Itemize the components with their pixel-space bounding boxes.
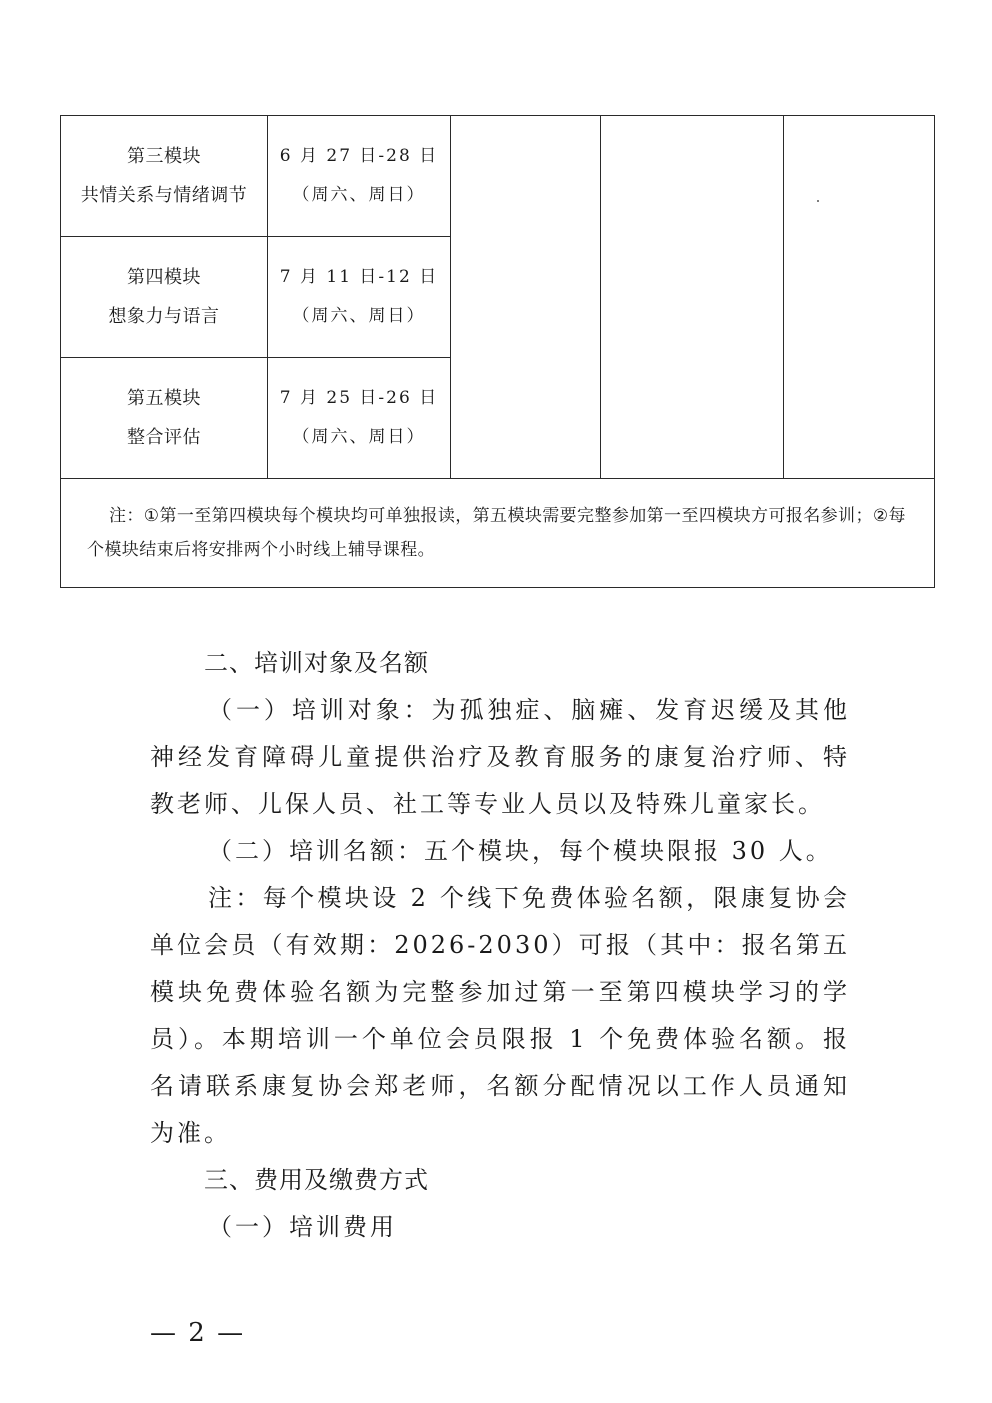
date-cell xyxy=(268,237,451,358)
empty-cell xyxy=(601,116,784,479)
section3-heading: 三、费用及缴费方式 xyxy=(204,1166,429,1194)
module-name: 第四模块 xyxy=(127,267,201,288)
training-target-paragraph: （一）培训对象：为孤独症、脑瘫、发育迟缓及其他神经发育障碍儿童提供治疗及教育服务的康复治疗师、特教老师、儿保人员、社工等专业人员以及特殊儿童家长。 xyxy=(150,696,850,818)
module-cell xyxy=(61,237,268,358)
page-number: — 2 — xyxy=(150,1318,246,1348)
date-cell xyxy=(268,358,451,479)
table-note-row xyxy=(61,479,935,588)
quota-note-paragraph: 注：每个模块设 2 个线下免费体验名额，限康复协会单位会员（有效期：2026-2030）可报（其中：报名第五模块免费体验名额为完整参加过第一至第四模块学习的学员）。本期培训一个单位会员限报 1 个免费体验名额。报名请联系康复协会郑老师，名额分配情况以工作人员通知为准。 xyxy=(150,884,850,1147)
scan-speck xyxy=(817,200,819,202)
module-date: 7 月 11 日-12 日 xyxy=(279,267,439,287)
module-days: （周六、周日） xyxy=(292,306,426,326)
module-topic: 想象力与语言 xyxy=(108,306,220,327)
table-note-cell xyxy=(61,479,935,588)
document-body xyxy=(150,640,850,1251)
empty-cell xyxy=(451,116,601,479)
module-name: 第五模块 xyxy=(127,388,201,409)
module-cell xyxy=(61,116,268,237)
module-days: （周六、周日） xyxy=(292,427,426,447)
table-row xyxy=(61,116,935,237)
module-topic: 共情关系与情绪调节 xyxy=(80,185,248,206)
module-topic: 整合评估 xyxy=(127,427,201,448)
module-cell xyxy=(61,358,268,479)
section2-heading: 二、培训对象及名额 xyxy=(204,649,429,677)
module-date: 7 月 25 日-26 日 xyxy=(279,388,439,408)
table-note: 注：①第一至第四模块每个模块均可单独报读，第五模块需要完整参加第一至四模块方可报名参训；②每个模块结束后将安排两个小时线上辅导课程。 xyxy=(87,506,906,560)
training-quota-paragraph: （二）培训名额：五个模块，每个模块限报 30 人。 xyxy=(208,837,833,865)
training-fee-subheading: （一）培训费用 xyxy=(208,1213,397,1241)
date-cell xyxy=(268,116,451,237)
module-date: 6 月 27 日-28 日 xyxy=(279,146,439,166)
module-name: 第三模块 xyxy=(127,146,201,167)
empty-cell xyxy=(784,116,935,479)
module-days: （周六、周日） xyxy=(292,185,426,205)
schedule-table xyxy=(60,115,935,588)
